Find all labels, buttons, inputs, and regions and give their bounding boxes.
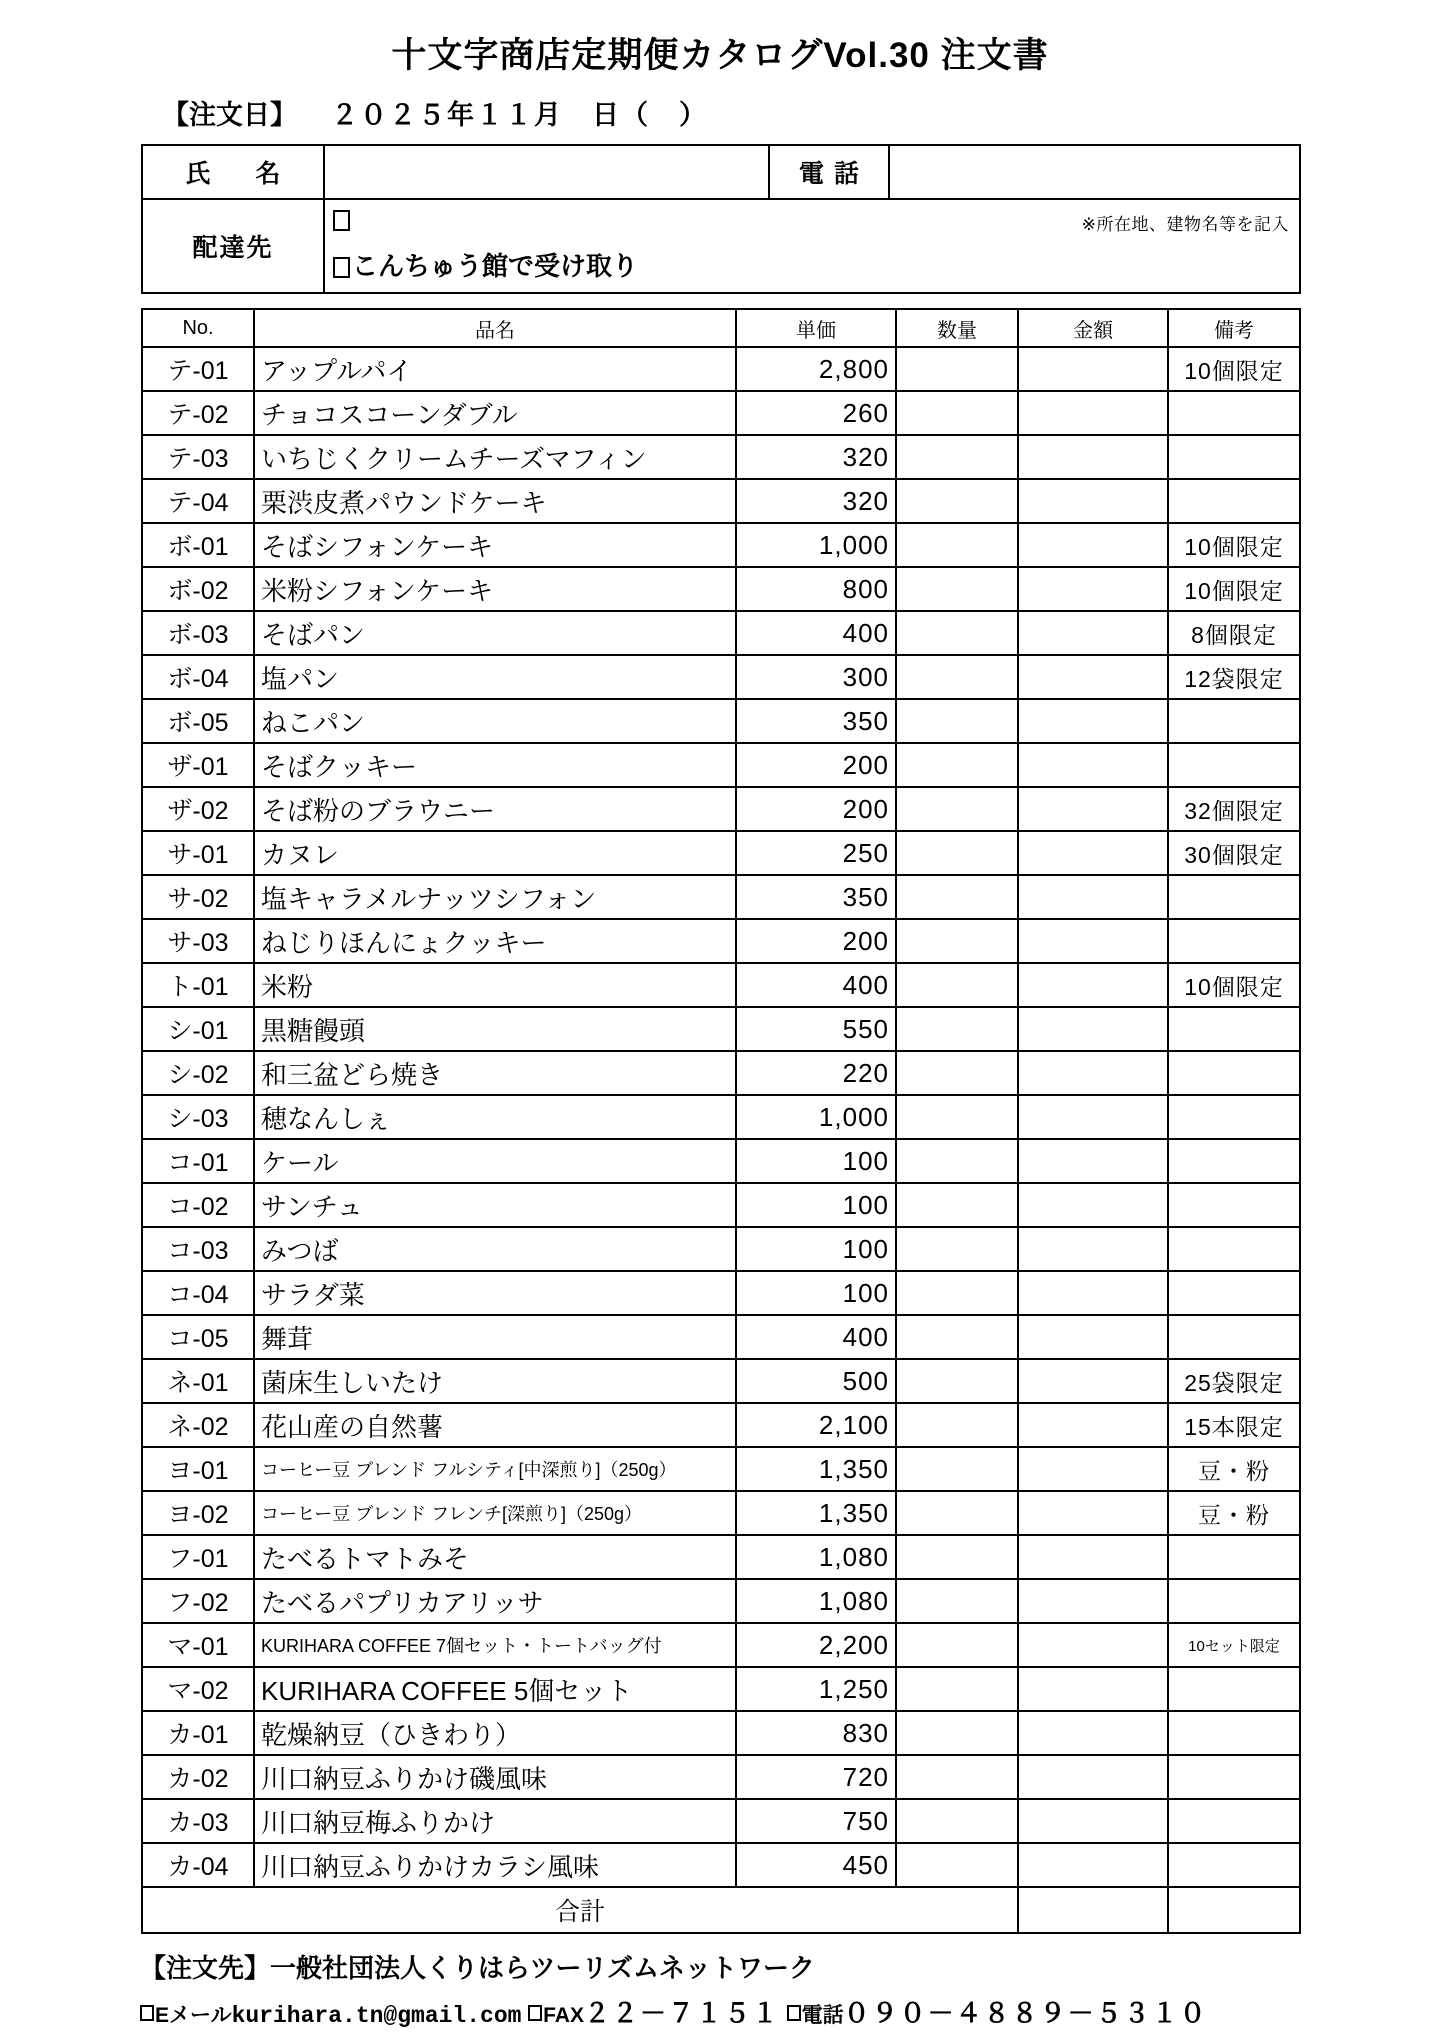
item-name: たべるトマトみそ bbox=[254, 1535, 736, 1579]
item-unit-price: 800 bbox=[736, 567, 896, 611]
checkbox-icon[interactable] bbox=[333, 257, 350, 278]
item-note bbox=[1168, 1227, 1300, 1271]
item-name: いちじくクリームチーズマフィン bbox=[254, 435, 736, 479]
item-note: 10個限定 bbox=[1168, 523, 1300, 567]
table-row bbox=[142, 1051, 1300, 1095]
item-unit-price: 100 bbox=[736, 1183, 896, 1227]
item-name: 川口納豆ふりかけ磯風味 bbox=[254, 1755, 736, 1799]
item-note bbox=[1168, 1579, 1300, 1623]
total-label: 合計 bbox=[142, 1887, 1018, 1933]
table-row bbox=[142, 435, 1300, 479]
delivery-option-2[interactable] bbox=[333, 246, 638, 283]
item-unit-price: 500 bbox=[736, 1359, 896, 1403]
item-quantity-input[interactable] bbox=[896, 1007, 1018, 1051]
col-header-name: 品名 bbox=[254, 309, 736, 347]
table-row bbox=[142, 611, 1300, 655]
item-amount-input[interactable] bbox=[1018, 919, 1168, 963]
item-amount-input[interactable] bbox=[1018, 1139, 1168, 1183]
item-unit-price: 1,350 bbox=[736, 1491, 896, 1535]
item-note bbox=[1168, 1755, 1300, 1799]
item-amount-input[interactable] bbox=[1018, 1227, 1168, 1271]
email-label: Eメール bbox=[155, 2004, 232, 2027]
item-quantity-input[interactable] bbox=[896, 435, 1018, 479]
item-note bbox=[1168, 391, 1300, 435]
item-no: テ-03 bbox=[142, 435, 254, 479]
item-name: 花山産の自然薯 bbox=[254, 1403, 736, 1447]
item-amount-input[interactable] bbox=[1018, 1183, 1168, 1227]
item-no: フ-02 bbox=[142, 1579, 254, 1623]
item-note: 10個限定 bbox=[1168, 347, 1300, 391]
item-no: フ-01 bbox=[142, 1535, 254, 1579]
table-row bbox=[142, 699, 1300, 743]
item-quantity-input[interactable] bbox=[896, 1051, 1018, 1095]
items-section bbox=[141, 308, 1299, 1934]
col-header-note: 備考 bbox=[1168, 309, 1300, 347]
item-no: マ-01 bbox=[142, 1623, 254, 1667]
table-row bbox=[142, 1403, 1300, 1447]
item-note: 10個限定 bbox=[1168, 963, 1300, 1007]
item-no: カ-03 bbox=[142, 1799, 254, 1843]
item-note bbox=[1168, 1799, 1300, 1843]
item-no: ト-01 bbox=[142, 963, 254, 1007]
item-amount-input[interactable] bbox=[1018, 523, 1168, 567]
item-no: コ-01 bbox=[142, 1139, 254, 1183]
item-amount-input[interactable] bbox=[1018, 1051, 1168, 1095]
order-to-line bbox=[140, 1948, 1310, 1985]
items-table-body bbox=[142, 347, 1300, 1887]
item-no: ネ-02 bbox=[142, 1403, 254, 1447]
item-no: シ-03 bbox=[142, 1095, 254, 1139]
item-name: コーヒー豆 ブレンド フレンチ[深煎り]（250g） bbox=[254, 1491, 736, 1535]
checkbox-icon bbox=[787, 2005, 801, 2021]
table-row bbox=[142, 1315, 1300, 1359]
item-quantity-input[interactable] bbox=[896, 1095, 1018, 1139]
item-quantity-input[interactable] bbox=[896, 1843, 1018, 1887]
table-row bbox=[142, 963, 1300, 1007]
item-name: 菌床生しいたけ bbox=[254, 1359, 736, 1403]
total-row bbox=[142, 1887, 1300, 1933]
item-name: 栗渋皮煮パウンドケーキ bbox=[254, 479, 736, 523]
item-name: 米粉シフォンケーキ bbox=[254, 567, 736, 611]
item-unit-price: 100 bbox=[736, 1227, 896, 1271]
item-quantity-input[interactable] bbox=[896, 919, 1018, 963]
item-name: そばパン bbox=[254, 611, 736, 655]
item-quantity-input[interactable] bbox=[896, 1623, 1018, 1667]
item-no: サ-01 bbox=[142, 831, 254, 875]
table-row bbox=[142, 1007, 1300, 1051]
table-row bbox=[142, 1271, 1300, 1315]
table-row bbox=[142, 1755, 1300, 1799]
item-note: 豆・粉 bbox=[1168, 1447, 1300, 1491]
col-header-amount: 金額 bbox=[1018, 309, 1168, 347]
item-unit-price: 400 bbox=[736, 611, 896, 655]
table-row bbox=[142, 1623, 1300, 1667]
item-note bbox=[1168, 743, 1300, 787]
item-quantity-input[interactable] bbox=[896, 1403, 1018, 1447]
item-note bbox=[1168, 435, 1300, 479]
item-name: ねじりほんにょクッキー bbox=[254, 919, 736, 963]
item-amount-input[interactable] bbox=[1018, 787, 1168, 831]
table-row bbox=[142, 1579, 1300, 1623]
item-note bbox=[1168, 1271, 1300, 1315]
item-quantity-input[interactable] bbox=[896, 699, 1018, 743]
item-note: 25袋限定 bbox=[1168, 1359, 1300, 1403]
item-amount-input[interactable] bbox=[1018, 567, 1168, 611]
item-note bbox=[1168, 1183, 1300, 1227]
item-no: ザ-01 bbox=[142, 743, 254, 787]
item-quantity-input[interactable] bbox=[896, 391, 1018, 435]
item-name: アップルパイ bbox=[254, 347, 736, 391]
item-no: ヨ-02 bbox=[142, 1491, 254, 1535]
item-no: コ-02 bbox=[142, 1183, 254, 1227]
table-row bbox=[142, 1535, 1300, 1579]
item-no: カ-02 bbox=[142, 1755, 254, 1799]
item-quantity-input[interactable] bbox=[896, 347, 1018, 391]
item-name: 塩パン bbox=[254, 655, 736, 699]
col-header-qty: 数量 bbox=[896, 309, 1018, 347]
order-date-value: ２０２５年１１月 日（ ） bbox=[331, 100, 708, 130]
item-name: 黒糖饅頭 bbox=[254, 1007, 736, 1051]
item-unit-price: 1,350 bbox=[736, 1447, 896, 1491]
item-amount-input[interactable] bbox=[1018, 1579, 1168, 1623]
item-quantity-input[interactable] bbox=[896, 1139, 1018, 1183]
item-no: カ-04 bbox=[142, 1843, 254, 1887]
item-quantity-input[interactable] bbox=[896, 1799, 1018, 1843]
item-no: ボ-01 bbox=[142, 523, 254, 567]
item-quantity-input[interactable] bbox=[896, 655, 1018, 699]
item-no: テ-04 bbox=[142, 479, 254, 523]
item-unit-price: 100 bbox=[736, 1271, 896, 1315]
item-quantity-input[interactable] bbox=[896, 1711, 1018, 1755]
item-amount-input[interactable] bbox=[1018, 1843, 1168, 1887]
item-note bbox=[1168, 1535, 1300, 1579]
item-quantity-input[interactable] bbox=[896, 1183, 1018, 1227]
table-row bbox=[142, 1139, 1300, 1183]
item-unit-price: 220 bbox=[736, 1051, 896, 1095]
item-note bbox=[1168, 1711, 1300, 1755]
tel-label-cell: 電話 bbox=[769, 145, 889, 199]
item-no: ボ-02 bbox=[142, 567, 254, 611]
item-quantity-input[interactable] bbox=[896, 1227, 1018, 1271]
item-no: テ-01 bbox=[142, 347, 254, 391]
item-unit-price: 400 bbox=[736, 963, 896, 1007]
item-quantity-input[interactable] bbox=[896, 1447, 1018, 1491]
item-no: ザ-02 bbox=[142, 787, 254, 831]
table-row bbox=[142, 787, 1300, 831]
item-no: サ-03 bbox=[142, 919, 254, 963]
name-label-cell: 氏 名 bbox=[142, 145, 324, 199]
item-unit-price: 1,080 bbox=[736, 1579, 896, 1623]
item-name: 和三盆どら焼き bbox=[254, 1051, 736, 1095]
item-amount-input[interactable] bbox=[1018, 479, 1168, 523]
item-quantity-input[interactable] bbox=[896, 567, 1018, 611]
items-table-foot bbox=[142, 1887, 1300, 1933]
table-row bbox=[142, 1447, 1300, 1491]
item-amount-input[interactable] bbox=[1018, 1491, 1168, 1535]
item-no: カ-01 bbox=[142, 1711, 254, 1755]
item-note bbox=[1168, 479, 1300, 523]
contact-line bbox=[140, 1993, 1310, 2030]
item-no: ヨ-01 bbox=[142, 1447, 254, 1491]
item-unit-price: 2,100 bbox=[736, 1403, 896, 1447]
item-unit-price: 350 bbox=[736, 875, 896, 919]
item-quantity-input[interactable] bbox=[896, 1535, 1018, 1579]
item-note bbox=[1168, 1315, 1300, 1359]
item-note: 30個限定 bbox=[1168, 831, 1300, 875]
item-quantity-input[interactable] bbox=[896, 611, 1018, 655]
item-amount-input[interactable] bbox=[1018, 1007, 1168, 1051]
order-date-line bbox=[0, 93, 1440, 132]
item-amount-input[interactable] bbox=[1018, 1271, 1168, 1315]
organization-name: 一般社団法人くりはらツーリズムネットワーク bbox=[270, 1953, 815, 1983]
table-row bbox=[142, 1359, 1300, 1403]
table-row bbox=[142, 1095, 1300, 1139]
item-name: 塩キャラメルナッツシフォン bbox=[254, 875, 736, 919]
item-no: コ-03 bbox=[142, 1227, 254, 1271]
item-quantity-input[interactable] bbox=[896, 963, 1018, 1007]
item-amount-input[interactable] bbox=[1018, 611, 1168, 655]
table-row bbox=[142, 1491, 1300, 1535]
item-amount-input[interactable] bbox=[1018, 347, 1168, 391]
table-row bbox=[142, 1711, 1300, 1755]
item-name: ケール bbox=[254, 1139, 736, 1183]
item-unit-price: 260 bbox=[736, 391, 896, 435]
table-row bbox=[142, 1799, 1300, 1843]
delivery-option-1[interactable] bbox=[333, 206, 352, 235]
item-unit-price: 350 bbox=[736, 699, 896, 743]
item-note bbox=[1168, 1667, 1300, 1711]
item-amount-input[interactable] bbox=[1018, 391, 1168, 435]
item-quantity-input[interactable] bbox=[896, 831, 1018, 875]
item-quantity-input[interactable] bbox=[896, 743, 1018, 787]
item-name: 穂なんしぇ bbox=[254, 1095, 736, 1139]
tel-value: ０９０－４８８９－５３１０ bbox=[843, 1998, 1208, 2028]
table-row bbox=[142, 479, 1300, 523]
item-quantity-input[interactable] bbox=[896, 523, 1018, 567]
item-name: チョコスコーンダブル bbox=[254, 391, 736, 435]
item-name: カヌレ bbox=[254, 831, 736, 875]
item-amount-input[interactable] bbox=[1018, 1623, 1168, 1667]
item-quantity-input[interactable] bbox=[896, 1271, 1018, 1315]
item-note bbox=[1168, 699, 1300, 743]
item-quantity-input[interactable] bbox=[896, 1755, 1018, 1799]
table-row bbox=[142, 1227, 1300, 1271]
col-header-no: No. bbox=[142, 309, 254, 347]
item-name: 舞茸 bbox=[254, 1315, 736, 1359]
item-amount-input[interactable] bbox=[1018, 1095, 1168, 1139]
item-no: ネ-01 bbox=[142, 1359, 254, 1403]
item-unit-price: 830 bbox=[736, 1711, 896, 1755]
item-unit-price: 200 bbox=[736, 743, 896, 787]
item-note: 豆・粉 bbox=[1168, 1491, 1300, 1535]
item-no: ボ-03 bbox=[142, 611, 254, 655]
item-no: コ-05 bbox=[142, 1315, 254, 1359]
table-row bbox=[142, 567, 1300, 611]
table-row bbox=[142, 743, 1300, 787]
item-amount-input[interactable] bbox=[1018, 1755, 1168, 1799]
item-unit-price: 100 bbox=[736, 1139, 896, 1183]
item-no: テ-02 bbox=[142, 391, 254, 435]
item-name: 川口納豆梅ふりかけ bbox=[254, 1799, 736, 1843]
item-amount-input[interactable] bbox=[1018, 1403, 1168, 1447]
item-note bbox=[1168, 1139, 1300, 1183]
item-note: 15本限定 bbox=[1168, 1403, 1300, 1447]
items-table bbox=[141, 308, 1301, 1934]
table-row bbox=[142, 523, 1300, 567]
tel-label: 電話 bbox=[801, 2004, 844, 2027]
item-no: サ-02 bbox=[142, 875, 254, 919]
item-amount-input[interactable] bbox=[1018, 831, 1168, 875]
item-name: コーヒー豆 ブレンド フルシティ[中深煎り]（250g） bbox=[254, 1447, 736, 1491]
item-name: 川口納豆ふりかけカラシ風味 bbox=[254, 1843, 736, 1887]
item-name: 米粉 bbox=[254, 963, 736, 1007]
item-quantity-input[interactable] bbox=[896, 787, 1018, 831]
table-row bbox=[142, 875, 1300, 919]
item-no: シ-02 bbox=[142, 1051, 254, 1095]
item-note: 12袋限定 bbox=[1168, 655, 1300, 699]
item-name: みつば bbox=[254, 1227, 736, 1271]
item-unit-price: 550 bbox=[736, 1007, 896, 1051]
item-unit-price: 250 bbox=[736, 831, 896, 875]
item-quantity-input[interactable] bbox=[896, 875, 1018, 919]
delivery-note: ※所在地、建物名等を記入 bbox=[1081, 215, 1289, 234]
item-amount-input[interactable] bbox=[1018, 655, 1168, 699]
item-quantity-input[interactable] bbox=[896, 1491, 1018, 1535]
table-row bbox=[142, 1843, 1300, 1887]
item-unit-price: 1,000 bbox=[736, 523, 896, 567]
total-note-cell bbox=[1168, 1887, 1300, 1933]
items-header-row bbox=[142, 309, 1300, 347]
fax-value: ２２－７１５１ bbox=[583, 1998, 780, 2028]
fax-label: FAX bbox=[543, 2004, 584, 2027]
item-name: そば粉のブラウニー bbox=[254, 787, 736, 831]
item-no: ボ-05 bbox=[142, 699, 254, 743]
item-note: 10セット限定 bbox=[1168, 1623, 1300, 1667]
delivery-row bbox=[142, 199, 1300, 293]
item-note bbox=[1168, 1095, 1300, 1139]
item-unit-price: 2,200 bbox=[736, 1623, 896, 1667]
footer-section bbox=[130, 1948, 1310, 2030]
item-name: たべるパプリカアリッサ bbox=[254, 1579, 736, 1623]
item-amount-input[interactable] bbox=[1018, 743, 1168, 787]
item-no: シ-01 bbox=[142, 1007, 254, 1051]
item-amount-input[interactable] bbox=[1018, 963, 1168, 1007]
item-amount-input[interactable] bbox=[1018, 1711, 1168, 1755]
col-header-price: 単価 bbox=[736, 309, 896, 347]
checkbox-icon bbox=[528, 2005, 542, 2021]
delivery-options-cell[interactable] bbox=[324, 199, 1300, 293]
item-quantity-input[interactable] bbox=[896, 1579, 1018, 1623]
total-amount-cell[interactable] bbox=[1018, 1887, 1168, 1933]
item-note bbox=[1168, 1051, 1300, 1095]
item-name: 乾燥納豆（ひきわり） bbox=[254, 1711, 736, 1755]
item-amount-input[interactable] bbox=[1018, 1667, 1168, 1711]
item-amount-input[interactable] bbox=[1018, 435, 1168, 479]
item-unit-price: 1,080 bbox=[736, 1535, 896, 1579]
item-no: コ-04 bbox=[142, 1271, 254, 1315]
customer-info-table bbox=[141, 144, 1301, 294]
table-row bbox=[142, 1183, 1300, 1227]
item-note: 8個限定 bbox=[1168, 611, 1300, 655]
item-name: そばクッキー bbox=[254, 743, 736, 787]
table-row bbox=[142, 919, 1300, 963]
customer-name-row bbox=[142, 145, 1300, 199]
item-note: 32個限定 bbox=[1168, 787, 1300, 831]
item-unit-price: 1,250 bbox=[736, 1667, 896, 1711]
item-unit-price: 300 bbox=[736, 655, 896, 699]
item-unit-price: 320 bbox=[736, 435, 896, 479]
delivery-option-2-label: こんちゅう館で受け取り bbox=[352, 251, 639, 281]
item-unit-price: 2,800 bbox=[736, 347, 896, 391]
item-note bbox=[1168, 875, 1300, 919]
table-row bbox=[142, 831, 1300, 875]
checkbox-icon[interactable] bbox=[333, 210, 350, 231]
order-date-label: 【注文日】 bbox=[162, 100, 297, 130]
table-row bbox=[142, 655, 1300, 699]
tel-input-cell[interactable] bbox=[889, 145, 1300, 199]
items-table-head bbox=[142, 309, 1300, 347]
item-amount-input[interactable] bbox=[1018, 1535, 1168, 1579]
checkbox-icon bbox=[140, 2005, 154, 2021]
item-note: 10個限定 bbox=[1168, 567, 1300, 611]
item-unit-price: 200 bbox=[736, 919, 896, 963]
item-unit-price: 450 bbox=[736, 1843, 896, 1887]
email-value[interactable]: kurihara.tn@gmail.com bbox=[231, 2003, 522, 2029]
item-name: サンチュ bbox=[254, 1183, 736, 1227]
item-amount-input[interactable] bbox=[1018, 699, 1168, 743]
item-note bbox=[1168, 1007, 1300, 1051]
item-quantity-input[interactable] bbox=[896, 1315, 1018, 1359]
item-quantity-input[interactable] bbox=[896, 1359, 1018, 1403]
order-to-label: 【注文先】 bbox=[140, 1953, 271, 1983]
item-name: ねこパン bbox=[254, 699, 736, 743]
item-no: マ-02 bbox=[142, 1667, 254, 1711]
item-unit-price: 750 bbox=[736, 1799, 896, 1843]
item-name: サラダ菜 bbox=[254, 1271, 736, 1315]
item-amount-input[interactable] bbox=[1018, 1447, 1168, 1491]
item-amount-input[interactable] bbox=[1018, 1315, 1168, 1359]
name-input-cell[interactable] bbox=[324, 145, 769, 199]
item-unit-price: 400 bbox=[736, 1315, 896, 1359]
item-unit-price: 1,000 bbox=[736, 1095, 896, 1139]
table-row bbox=[142, 347, 1300, 391]
item-name: そばシフォンケーキ bbox=[254, 523, 736, 567]
item-unit-price: 320 bbox=[736, 479, 896, 523]
page-title: 十文字商店定期便カタログVol.30 注文書 bbox=[391, 36, 1049, 75]
item-amount-input[interactable] bbox=[1018, 1359, 1168, 1403]
item-note bbox=[1168, 1843, 1300, 1887]
table-row bbox=[142, 1667, 1300, 1711]
customer-info-section bbox=[141, 144, 1299, 294]
item-quantity-input[interactable] bbox=[896, 479, 1018, 523]
item-unit-price: 720 bbox=[736, 1755, 896, 1799]
item-quantity-input[interactable] bbox=[896, 1667, 1018, 1711]
item-amount-input[interactable] bbox=[1018, 1799, 1168, 1843]
item-amount-input[interactable] bbox=[1018, 875, 1168, 919]
item-no: ボ-04 bbox=[142, 655, 254, 699]
item-unit-price: 200 bbox=[736, 787, 896, 831]
delivery-label-cell: 配達先 bbox=[142, 199, 324, 293]
item-name: KURIHARA COFFEE 7個セット・トートバッグ付 bbox=[254, 1623, 736, 1667]
table-row bbox=[142, 391, 1300, 435]
item-note bbox=[1168, 919, 1300, 963]
item-name: KURIHARA COFFEE 5個セット bbox=[254, 1667, 736, 1711]
